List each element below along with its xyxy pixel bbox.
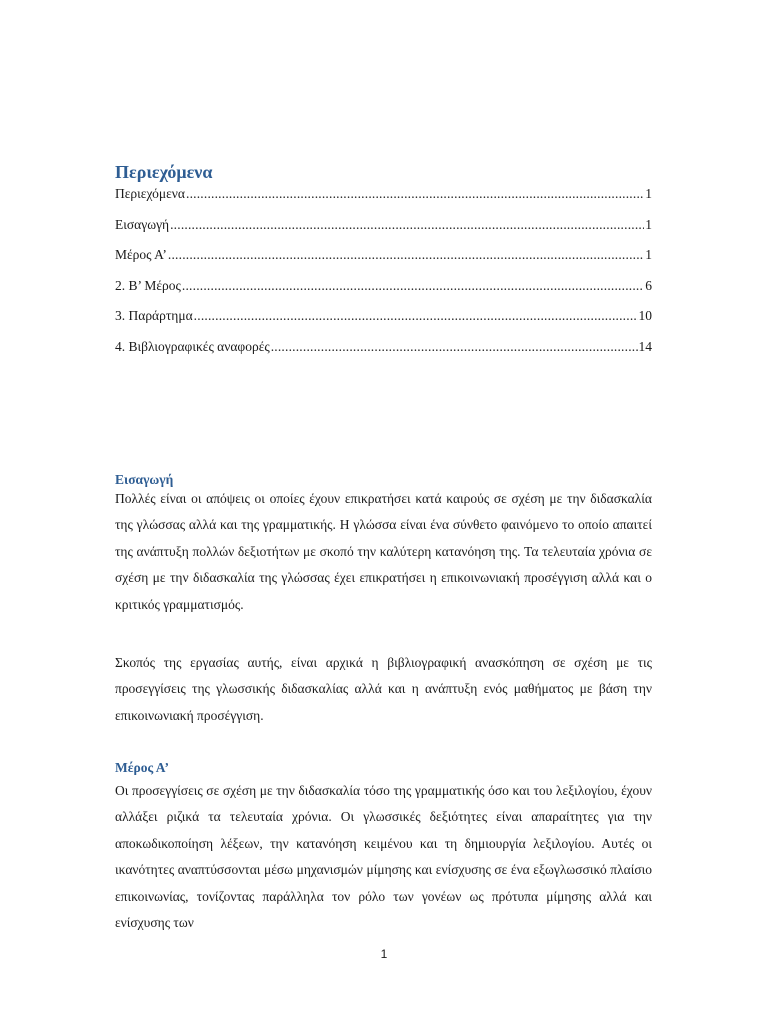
toc-entry-page: 10 — [638, 308, 652, 324]
page-number: 1 — [380, 947, 388, 961]
toc-entry[interactable] — [115, 278, 652, 309]
toc-entry-label[interactable]: 2. Β’ Μέρος — [115, 277, 181, 293]
toc-entry-label[interactable]: 3. Παράρτημα — [115, 308, 193, 324]
toc-entry-page: 1 — [645, 186, 652, 201]
intro-paragraph-2: Σκοπός της εργασίας αυτής, είναι αρχικά η βιβλιογραφική ανασκόπηση σε σχέση με τις προσεγγίσεις της γλωσσικής διδασκαλίας αλλά και η ανάπτυξη ενός μαθήματος με βάση την επικοινωνιακή προσέγγιση. — [115, 655, 652, 723]
toc-entry[interactable] — [115, 217, 652, 248]
table-of-contents — [115, 186, 652, 370]
toc-leader-dots — [168, 247, 644, 263]
toc-leader-dots — [186, 186, 644, 202]
toc-entry[interactable] — [115, 247, 652, 278]
intro-heading: Εισαγωγή — [115, 472, 174, 487]
part-a-paragraph: Οι προσεγγίσεις σε σχέση με την διδασκαλία τόσο της γραμματικής όσο και του λεξιλογίου, έχουν αλλάξει ριζικά τα τελευταία χρόνια. Οι γλωσσικές δεξιότητες είναι απαραίτητες για την αποκωδικοποίηση λέξεων, την κατανόηση κειμένου και τη δημιουργία λεξιλογίου. Αυτές οι ικανότητες αναπτύσσονται μέσω μηχανισμών μίμησης και ενίσχυσης σε ένα εξωγλωσσικό πλαίσιο επικοινωνίας, τονίζοντας παράλληλα τον ρόλο των γονέων ως πρότυπα μίμησης αλλά και ενίσχυσης των — [115, 783, 652, 931]
toc-leader-dots — [271, 339, 638, 355]
toc-entry-label[interactable]: Μέρος Α’ — [115, 247, 167, 263]
intro-paragraph-1: Πολλές είναι οι απόψεις οι οποίες έχουν επικρατήσει κατά καιρούς σε σχέση με την διδασκαλία της γλώσσας αλλά και της γραμματικής. Η γλώσσα είναι ένα σύνθετο φαινόμενο το οποίο απαιτεί της ανάπτυξη πολλών δεξιοτήτων με σκοπό την καλύτερη κατανόηση της. Τα τελευταία χρόνια σε σχέση με την διδασκαλία της γλώσσας έχει επικρατήσει η επικοινωνιακή προσέγγιση αλλά και ο κριτικός γραμματισμός. — [115, 491, 652, 612]
toc-entry[interactable] — [115, 186, 652, 217]
toc-entry-label[interactable]: Εισαγωγή — [115, 216, 170, 232]
toc-leader-dots — [194, 308, 638, 324]
part-a-heading: Μέρος Α’ — [115, 760, 170, 775]
toc-entry-page: 6 — [645, 277, 652, 293]
toc-entry[interactable] — [115, 339, 652, 370]
toc-leader-dots — [182, 278, 644, 294]
toc-entry-page: 14 — [638, 338, 652, 354]
toc-entry-label[interactable]: 4. Βιβλιογραφικές αναφορές — [115, 338, 270, 354]
toc-entry-page: 1 — [645, 247, 652, 263]
toc-entry[interactable] — [115, 308, 652, 339]
toc-leader-dots — [170, 217, 644, 233]
toc-title: Περιεχόμενα — [115, 162, 213, 182]
toc-entry-page: 1 — [645, 216, 652, 232]
toc-entry-label[interactable]: Περιεχόμενα — [115, 186, 185, 201]
